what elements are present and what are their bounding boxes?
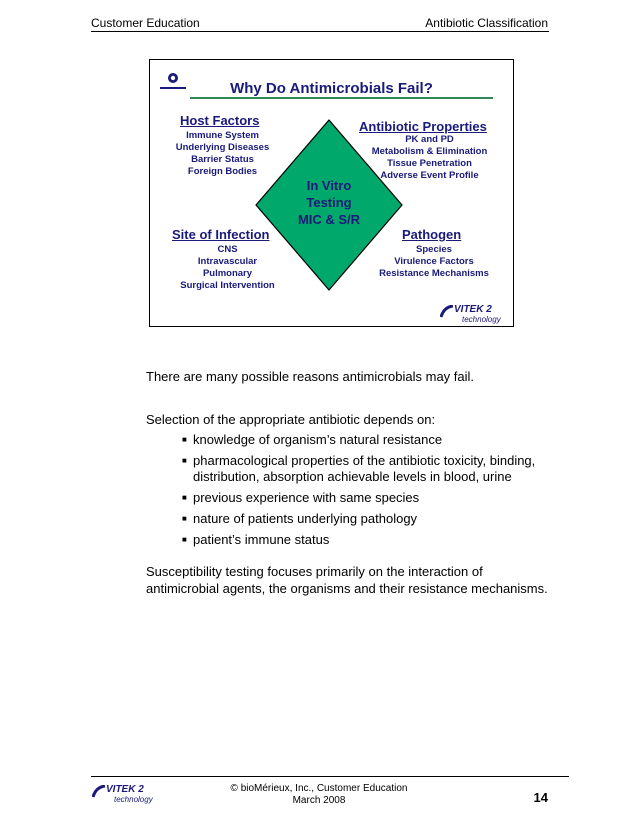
bullet-text: pharmacological properties of the antibiotic toxicity, binding, distribution, absorption achievable levels in blood, urine (193, 453, 536, 484)
footer-line-2: March 2008 (292, 795, 346, 806)
list-item: Adverse Event Profile (380, 170, 479, 181)
footer-line-1: © bioMérieux, Inc., Customer Education (230, 783, 408, 794)
list-item: Barrier Status (191, 154, 254, 165)
list-item (182, 453, 552, 485)
intro-paragraph: There are many possible reasons antimicrobials may fail. (146, 369, 475, 384)
list-item: CNS (217, 244, 238, 255)
list-item: Underlying Diseases (175, 142, 270, 153)
center-line-3: MIC & S/R (297, 212, 361, 227)
list-item: Foreign Bodies (187, 166, 258, 177)
factors-list (182, 432, 552, 553)
bullet-icon: ■ (182, 514, 187, 523)
center-text (279, 177, 379, 228)
antibiotic-properties-heading: Antibiotic Properties (359, 119, 487, 134)
bullet-text: previous experience with same species (193, 490, 420, 505)
list-item (182, 490, 552, 506)
list-item: Tissue Penetration (387, 158, 472, 169)
conclusion-paragraph: Susceptibility testing focuses primarily on the interaction of antimicrobial agents, the organisms and their resistance mechanisms. (146, 564, 548, 596)
bullet-icon: ■ (182, 493, 187, 502)
list-item: Pulmonary (202, 268, 253, 279)
list-item (182, 432, 552, 448)
list-item: Species (416, 244, 452, 255)
bullet-text: knowledge of organism’s natural resistance (193, 432, 443, 447)
pathogen-heading: Pathogen (402, 227, 462, 242)
bullet-icon: ■ (182, 535, 187, 544)
slide-title: Why Do Antimicrobials Fail? (230, 80, 433, 97)
vitek-logo (440, 304, 510, 326)
vitek-logo-subtext: technology (114, 795, 153, 804)
header-left: Customer Education (91, 16, 200, 30)
bullet-text: nature of patients underlying pathology (193, 511, 418, 526)
site-of-infection-list (170, 244, 285, 292)
header-right: Antibiotic Classification (425, 16, 548, 30)
list-item: PK and PD (405, 134, 454, 145)
host-factors-heading: Host Factors (180, 113, 260, 128)
list-item (182, 511, 552, 527)
antibiotic-properties-list (362, 134, 497, 182)
pathogen-list (374, 244, 494, 280)
bullet-icon: ■ (182, 456, 187, 465)
host-factors-list (170, 130, 275, 178)
header-rule (91, 31, 549, 32)
list-item (182, 532, 552, 548)
list-item: Surgical Intervention (180, 280, 275, 291)
vitek-logo-subtext: technology (462, 315, 501, 324)
vitek-swoosh-icon (440, 305, 454, 319)
list-item: Metabolism & Elimination (371, 146, 488, 157)
page-number: 14 (533, 790, 548, 805)
footer-rule (91, 776, 569, 777)
slide-title-rule (190, 97, 493, 99)
list-item: Resistance Mechanisms (379, 268, 489, 279)
bullet-icon: ■ (182, 435, 187, 444)
vitek-logo-text: VITEK 2 (106, 784, 144, 795)
center-line-1: In Vitro (306, 178, 352, 193)
vitek-logo-text: VITEK 2 (454, 304, 492, 315)
list-item: Immune System (186, 130, 259, 141)
slide-figure (149, 59, 514, 327)
site-of-infection-heading: Site of Infection (172, 227, 270, 242)
selection-lead: Selection of the appropriate antibiotic depends on: (146, 412, 436, 427)
list-item: Intravascular (197, 256, 258, 267)
list-item: Virulence Factors (394, 256, 474, 267)
center-line-2: Testing (306, 195, 352, 210)
bullet-text: patient’s immune status (193, 532, 330, 547)
